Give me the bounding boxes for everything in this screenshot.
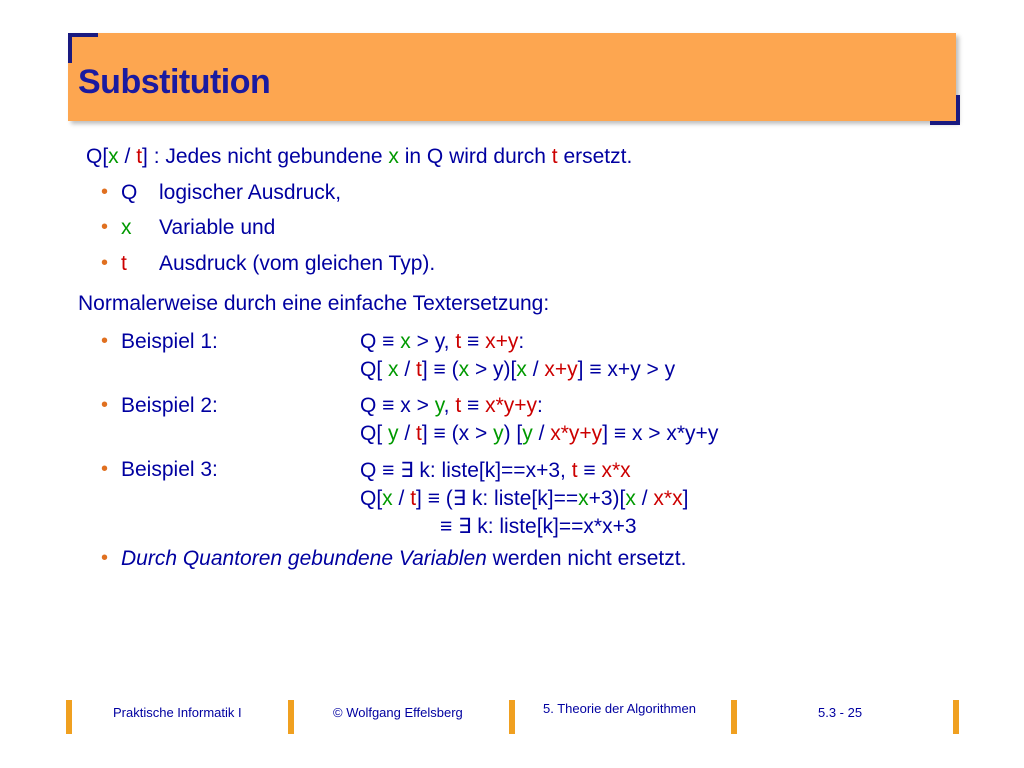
example-2-result: Q[ y / t] ≡ (x > y) [y / x*y+y] ≡ x > x*y+y (360, 422, 719, 445)
example-1-definition: Q ≡ x > y, t ≡ x+y: (360, 330, 525, 353)
section-heading: Normalerweise durch eine einfache Textersetzung: (78, 292, 550, 315)
bullet-icon: • (101, 458, 109, 480)
bullet-icon: • (101, 181, 109, 203)
intro-text: in Q wird durch (398, 145, 552, 168)
var-t: t (551, 145, 558, 168)
example-3-final: ≡ ∃ k: liste[k]==x*x+3 (440, 515, 637, 538)
example-label: Beispiel 1: (121, 330, 218, 353)
example-3-result: Q[x / t] ≡ (∃ k: liste[k]==x+3)[x / x*x] (360, 487, 689, 510)
footer-page-number: 5.3 - 25 (818, 705, 863, 720)
bullet-icon: • (101, 330, 109, 352)
corner-decoration-top-left (68, 33, 98, 63)
example-2-definition: Q ≡ x > y, t ≡ x*y+y: (360, 394, 543, 417)
bullet-icon: • (101, 394, 109, 416)
definition-text: logischer Ausdruck, (159, 181, 342, 204)
title-bar (68, 33, 956, 121)
intro-text: Q[ (86, 145, 109, 168)
footer-author: © Wolfgang Effelsberg (333, 705, 463, 720)
intro-line (86, 145, 632, 169)
bullet-icon: • (101, 252, 109, 274)
example-3-definition: Q ≡ ∃ k: liste[k]==x+3, t ≡ x*x (360, 459, 631, 482)
footer-divider (66, 700, 72, 734)
bullet-icon: • (101, 216, 109, 238)
corner-decoration-bottom-right (930, 95, 960, 125)
bullet-icon: • (101, 547, 109, 569)
intro-text: ] : Jedes nicht gebundene (142, 145, 389, 168)
closing-rest: werden nicht ersetzt. (486, 547, 687, 570)
closing-statement (121, 547, 686, 571)
definition-text: Variable und (159, 216, 276, 239)
definition-symbol: x (121, 216, 132, 239)
var-x: x (388, 145, 399, 168)
definition-symbol: t (121, 252, 127, 275)
footer-chapter: 5. Theorie der Algorithmen (543, 701, 696, 716)
footer-divider (509, 700, 515, 734)
definition-item (121, 252, 436, 276)
definition-item (121, 216, 276, 240)
definition-text: Ausdruck (vom gleichen Typ). (159, 252, 436, 275)
footer-divider (953, 700, 959, 734)
example-1-result: Q[ x / t] ≡ (x > y)[x / x+y] ≡ x+y > y (360, 358, 676, 381)
definition-symbol: Q (121, 181, 138, 204)
closing-italic: Durch Quantoren gebundene Variablen (121, 547, 487, 570)
intro-text: ersetzt. (557, 145, 633, 168)
var-t: t (136, 145, 143, 168)
example-label: Beispiel 2: (121, 394, 218, 417)
footer-divider (731, 700, 737, 734)
page-title: Substitution (78, 63, 271, 101)
example-label: Beispiel 3: (121, 458, 218, 481)
intro-text: / (118, 145, 137, 168)
definition-item (121, 181, 342, 205)
var-x: x (108, 145, 119, 168)
footer-course: Praktische Informatik I (113, 705, 242, 720)
footer-divider (288, 700, 294, 734)
